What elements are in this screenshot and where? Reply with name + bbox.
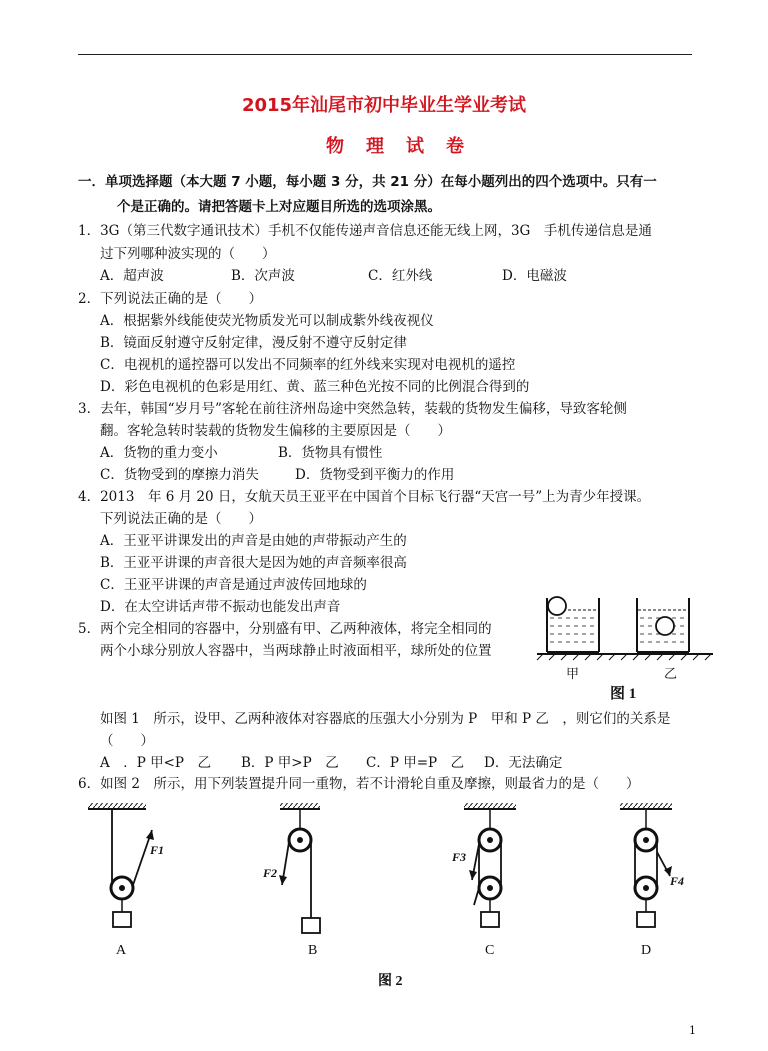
pulley-system-a <box>88 803 154 927</box>
figure-2-caption: 图 2 <box>378 974 403 989</box>
q1-stem-line2: 过下列哪种波实现的（ ） <box>100 246 276 262</box>
q4-option-b: B．王亚平讲课的声音很大是因为她的声音频率很高 <box>100 555 407 571</box>
q1-option-d: D．电磁波 <box>502 268 567 284</box>
force-label-f4: F4 <box>670 874 685 888</box>
force-label-f3: F3 <box>452 850 467 864</box>
pulley-label-a: A <box>116 943 127 958</box>
page-number: 1 <box>689 1024 696 1037</box>
q5-stem-line4: （ ） <box>100 733 154 749</box>
container-right <box>637 598 689 652</box>
q5-stem-line2: 两个小球分别放人容器中，当两球静止时液面相平，球所处的位置 <box>100 643 492 659</box>
pulley-system-d <box>620 803 672 927</box>
q4-stem-line2: 下列说法正确的是（ ） <box>100 511 262 527</box>
q3-option-c: C．货物受到的摩擦力消失 <box>100 467 259 483</box>
pulley-system-b <box>279 803 320 933</box>
q2-option-a: A．根据紫外线能使荧光物质发光可以制成紫外线夜视仪 <box>100 313 434 329</box>
q1-stem-line1: 1．3G（第三代数字通讯技术）手机不仅能传递声音信息还能无线上网，3G 手机传递信息是通 <box>78 223 652 239</box>
figure-1-left-label: 甲 <box>566 666 580 681</box>
q2-option-b: B．镜面反射遵守反射定律，漫反射不遵守反射定律 <box>100 335 407 351</box>
exam-subtitle: 物理试卷 <box>326 136 486 157</box>
q5-option-d: D．无法确定 <box>484 755 563 771</box>
section-heading-line2: 个是正确的。请把答题卡上对应题目所选的选项涂黑。 <box>117 199 441 215</box>
q2-option-d: D．彩色电视机的色彩是用红、黄、蓝三种色光按不同的比例混合得到的 <box>100 379 530 395</box>
ball-right <box>656 617 674 635</box>
pulley-label-d: D <box>641 943 652 958</box>
force-label-f2: F2 <box>263 866 278 880</box>
q5-stem-line1: 5．两个完全相同的容器中，分别盛有甲、乙两种液体，将完全相同的 <box>78 621 492 637</box>
exam-title: 2015年汕尾市初中毕业生学业考试 <box>241 95 527 116</box>
section-heading-line1: 一．单项选择题（本大题 7 小题，每小题 3 分，共 21 分）在每小题列出的四个选项中。只有一 <box>78 174 657 190</box>
pulley-label-b: B <box>308 943 318 958</box>
pulley-label-c: C <box>485 943 495 958</box>
header-rule <box>78 54 692 55</box>
q2-stem: 2．下列说法正确的是（ ） <box>78 291 263 307</box>
q6-stem: 6．如图 2 所示，用下列装置提升同一重物，若不计滑轮自重及摩擦，则最省力的是（ ） <box>78 776 640 792</box>
figure-2-pulleys <box>80 800 710 950</box>
q4-stem-line1: 4．2013 年 6 月 20 日，女航天员王亚平在中国首个目标飞行器“天宫一号”上为青少年授课。 <box>78 489 651 505</box>
q1-option-c: C．红外线 <box>368 268 433 284</box>
q3-stem-line2: 翻。客轮急转时装载的货物发生偏移的主要原因是（ ） <box>100 423 451 439</box>
q5-stem-line3: 如图 1 所示，设甲、乙两种液体对容器底的压强大小分别为 P 甲和 P 乙 ，则它们的关系是 <box>100 711 671 727</box>
q5-option-a: A ．P 甲<P 乙 <box>100 755 212 771</box>
q4-option-a: A．王亚平讲课发出的声音是由她的声带振动产生的 <box>100 533 407 549</box>
q3-stem-line1: 3．去年，韩国“岁月号”客轮在前往济州岛途中突然急转，装载的货物发生偏移，导致客轮侧 <box>78 401 627 417</box>
q4-option-d: D．在太空讲话声带不振动也能发出声音 <box>100 599 341 615</box>
pulley-system-c <box>464 803 516 927</box>
force-label-f1: F1 <box>150 843 165 857</box>
q1-option-b: B．次声波 <box>231 268 295 284</box>
q3-option-b: B．货物具有惯性 <box>278 445 383 461</box>
q2-option-c: C．电视机的遥控器可以发出不同频率的红外线来实现对电视机的遥控 <box>100 357 516 373</box>
q3-option-a: A．货物的重力变小 <box>100 445 218 461</box>
q3-option-d: D．货物受到平衡力的作用 <box>295 467 455 483</box>
container-left <box>547 597 599 652</box>
q1-option-a: A．超声波 <box>100 268 164 284</box>
figure-1-right-label: 乙 <box>664 666 678 681</box>
figure-1-caption: 图 1 <box>610 686 637 702</box>
q4-option-c: C．王亚平讲课的声音是通过声波传回地球的 <box>100 577 367 593</box>
q5-option-b: B．P 甲>P 乙 <box>241 755 339 771</box>
ball-left <box>548 597 566 615</box>
q5-option-c: C．P 甲=P 乙 <box>366 755 465 771</box>
